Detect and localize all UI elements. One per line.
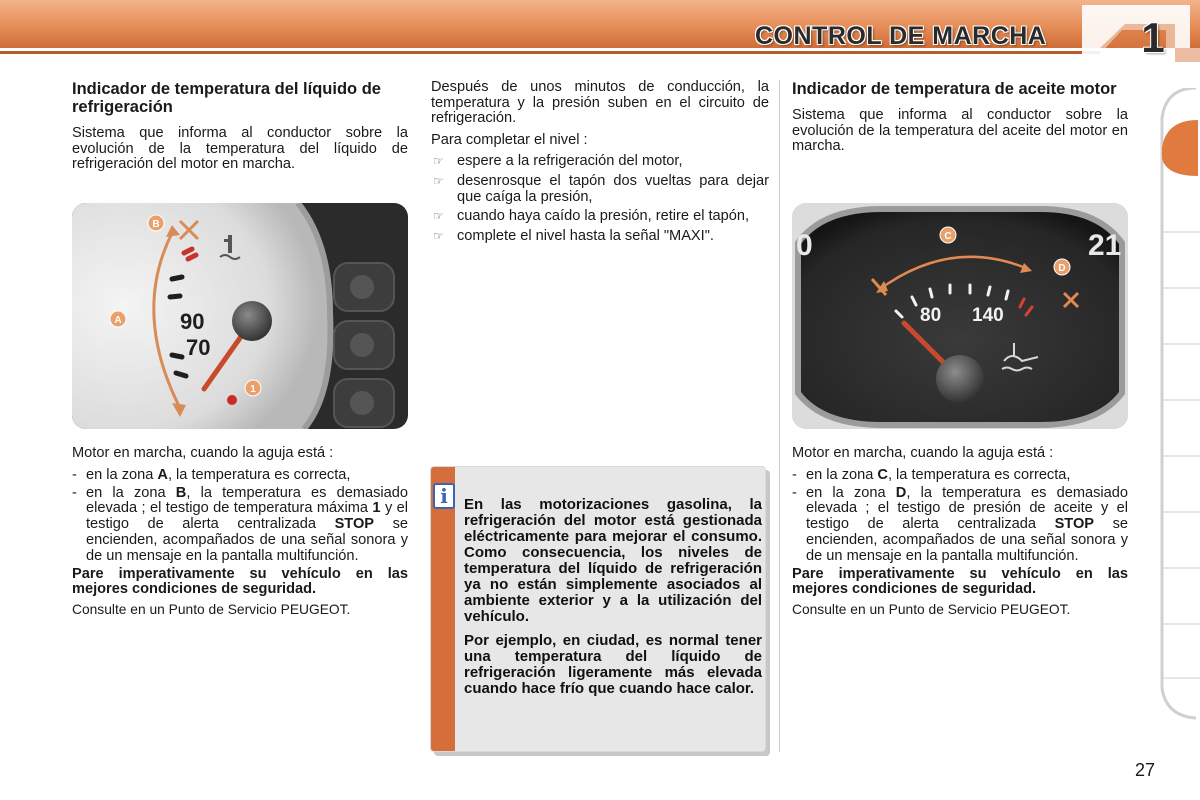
oil-lead: Motor en marcha, cuando la aguja está :	[792, 445, 1054, 461]
coolant-zone-b: - en la zona B, la temperatura es demasiado elevada ; el testigo de temperatura máxima 1 y el testigo de alerta centralizada STOP se encienden, acompañados de una señal sonora y de un mensaje en la pantalla multifunción.	[72, 486, 408, 565]
oil-warning: Pare imperativamente su vehículo en las mejores condiciones de seguridad.	[792, 565, 1128, 598]
coolant-gauge-figure	[72, 203, 408, 429]
scale-label-70: 70	[186, 335, 211, 360]
oil-zone-c: - en la zona C, la temperatura es correcta,	[792, 468, 1128, 484]
refill-complete: Para completar el nivel :	[431, 131, 588, 148]
max-temp-warning-light	[227, 395, 237, 405]
oil-consult: Consulte en un Punto de Servicio PEUGEOT.	[792, 602, 1071, 618]
coolant-section	[72, 80, 408, 179]
oil-heading: Indicador de temperatura de aceite motor	[792, 80, 1117, 98]
page-number: 27	[1135, 760, 1156, 780]
coolant-lead: Motor en marcha, cuando la aguja está :	[72, 445, 334, 461]
speedo-digit: 0	[796, 229, 813, 262]
zone-label-c: C	[944, 231, 952, 242]
oil-gauge-figure	[792, 203, 1128, 429]
warning-label-1: 1	[250, 384, 256, 395]
oil-intro: Sistema que informa al conductor sobre la evolución de la temperatura del aceite del motor en marcha.	[792, 107, 1128, 155]
tacho-digits: 21	[1088, 229, 1122, 262]
oil-zones	[792, 446, 1128, 624]
coolant-consult: Consulte en un Punto de Servicio PEUGEOT.	[72, 602, 351, 618]
info-icon: i	[433, 483, 455, 509]
column-divider	[779, 80, 780, 752]
chapter-tab-active[interactable]	[1162, 120, 1198, 176]
refill-intro: Después de unos minutos de conducción, la temperatura y la presión suben en el circuito de refrigeración.	[431, 79, 769, 127]
coolant-warning: Pare imperativamente su vehículo en las mejores condiciones de seguridad.	[72, 565, 408, 598]
coolant-zones	[72, 446, 408, 624]
scale-label-140: 140	[972, 305, 1004, 326]
info-paragraph-1: En las motorizaciones gasolina, la refrigeración del motor está gestionada eléctricamente para mejorar el consumo. Como consecuencia, los niveles de temperatura del líquido de refrigeración ya no están simplemente asociados al ambiente exterior y a la utilización del vehículo.	[464, 496, 762, 625]
coolant-heading: Indicador de temperatura del líquido de refrigeración	[72, 80, 381, 116]
refill-step: ☞ cuando haya caído la presión, retire el tapón,	[431, 209, 769, 225]
oil-section	[792, 80, 1128, 161]
scale-label-90: 90	[180, 309, 205, 334]
refill-step: ☞ complete el nivel hasta la señal "MAXI".	[431, 229, 769, 245]
coolant-zone-a: - en la zona A, la temperatura es correcta,	[72, 468, 408, 484]
refill-step: ☞ desenrosque el tapón dos vueltas para dejar que caíga la presión,	[431, 174, 769, 205]
chapter-number: 1	[1141, 14, 1165, 61]
refill-section	[431, 80, 769, 248]
info-paragraph-2: Por ejemplo, en ciudad, es normal tener una temperatura del líquido de refrigeración ligeramente más elevada cuando hace frío que cuando hace calor.	[464, 632, 762, 697]
info-box	[430, 466, 770, 756]
oil-zone-d: - en la zona D, la temperatura es demasiado elevada ; el testigo de presión de aceite y el testigo de alerta centralizada STOP se encienden, acompañados de una señal sonora y de un mensaje en la pantalla multifunción.	[792, 486, 1128, 565]
refill-step: ☞ espere a la refrigeración del motor,	[431, 154, 769, 170]
chapter-tabs	[1158, 88, 1200, 720]
page-title: CONTROL DE MARCHA	[755, 22, 1047, 50]
coolant-intro: Sistema que informa al conductor sobre la evolución de la temperatura del líquido de refrigeración del motor en marcha.	[72, 125, 408, 173]
zone-label-b: B	[152, 219, 160, 230]
zone-label-d: D	[1058, 263, 1066, 274]
zone-label-a: A	[114, 315, 122, 326]
scale-label-80: 80	[920, 305, 942, 326]
